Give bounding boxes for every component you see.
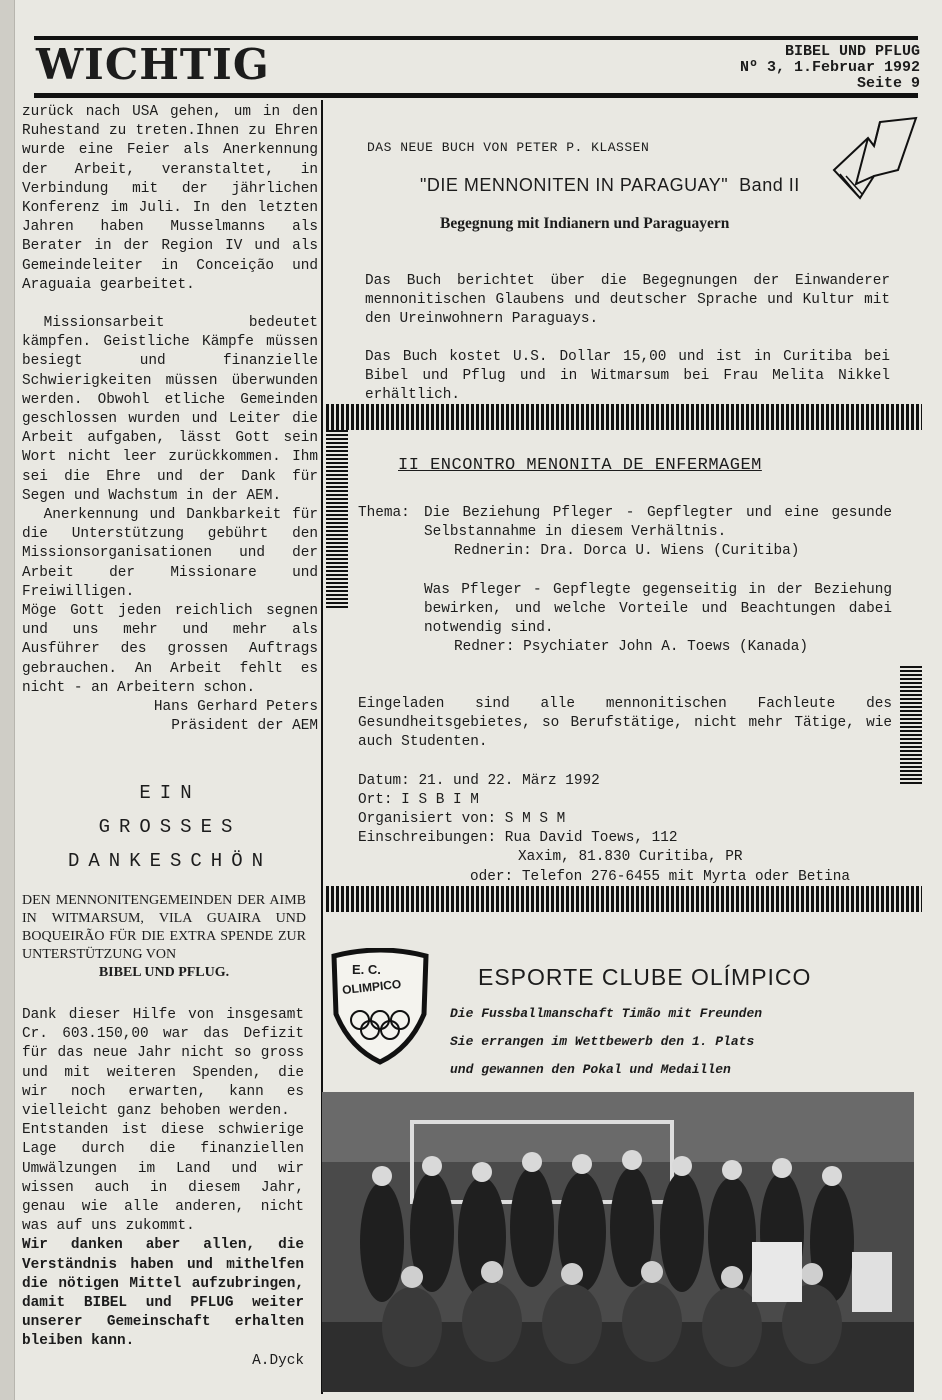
caption-line-2: Sie errangen im Wettbewerb den 1. Plats: [450, 1034, 755, 1049]
tick-border-right: [900, 664, 922, 784]
speaker-2: Redner: Psychiater John A. Toews (Kanada): [454, 639, 809, 656]
caption-line-1: Die Fussballmanschaft Timão mit Freunden: [450, 1006, 763, 1021]
book-description: [365, 272, 890, 405]
masthead-bottom-rule: [34, 93, 918, 98]
issue-line: Nº 3, 1.Februar 1992: [739, 59, 920, 76]
book-intro: DAS NEUE BUCH VON PETER P. KLASSEN: [367, 140, 650, 155]
thanks-line-3: DANKESCHÖN: [67, 850, 273, 872]
event-date: Datum: 21. und 22. März 1992: [358, 772, 600, 789]
article-paragraph: Anerkennung und Dankbarkeit für die Unterstützung gebührt den Missionsorganisationen und der Arbeit der Missionare und Freiwilligen.: [22, 507, 318, 600]
book-title-text: "DIE MENNONITEN IN PARAGUAY": [420, 175, 729, 195]
thema-1: Die Beziehung Pfleger - Gepflegter und eine gesunde Selbstannahme in diesem Verhältnis.: [424, 505, 892, 541]
book-paragraph: Das Buch kostet U.S. Dollar 15,00 und ist in Curitiba bei Bibel und Pflug und in Witmarsum bei Frau Melita Nikkel erhältlich.: [365, 349, 890, 403]
article-paragraph: Missionsarbeit bedeutet kämpfen. Geistliche Kämpfe müssen besiegt und finanzielle Schwierigkeiten müssen überwunden werden. Obwohl etliche Gemeinden geschlossen wurden und Leiter die Arbeit aufgaben, lässt Gott sein Wort nicht leer zurückkommen. Ihm sei die Ehre und der Dank für Segen und Wachstum in der AEM.: [22, 315, 318, 504]
badge-text-1: E. C.: [352, 962, 381, 977]
thanks-article: [22, 1006, 304, 1371]
author-role: Präsident der AEM: [171, 718, 318, 735]
caption-line-3: und gewannen den Pokal und Medaillen: [450, 1062, 731, 1077]
page-binding-edge: [0, 0, 15, 1400]
book-subtitle: Begegnung mit Indianern und Paraguayern: [440, 215, 730, 232]
dedication-text: DEN MENNONITENGEMEINDEN DER AIMB IN WITMARSUM, VILA GUAIRA UND BOQUEIRÃO FÜR DIE EXTRA SPENDE ZUR UNTERSTÜTZUNG VON: [22, 893, 306, 962]
thema-2: Was Pfleger - Gepflegte gegenseitig in der Beziehung bewirken, und welche Vorteile und Beachtungen dabei notwendig sind.: [424, 581, 892, 637]
article-paragraph: Möge Gott jeden reichlich segnen und uns mehr und mehr als Ausführer des grossen Auftrags gebrauchen. An Arbeit fehlt es nicht - an Arbeitern schon.: [22, 603, 318, 696]
left-column-article: [22, 103, 318, 737]
tick-border-top: [326, 404, 922, 430]
open-book-icon: [828, 112, 920, 204]
book-paragraph: Das Buch berichtet über die Begegnungen der Einwanderer mennonitischen Glaubens und deutscher Sprache und Kultur mit den Ureinwohnern Paraguays.: [365, 273, 890, 327]
thema-label: Thema:: [358, 505, 410, 521]
thanks-line-1: EIN: [139, 782, 201, 804]
team-photo: [322, 1092, 914, 1392]
thanks-paragraph: Entstanden ist diese schwierige Lage durch die finanziellen Umwälzungen im Land und wir wissen auch in diesem Jahr, genau wie alle anderen, nicht was auf uns zukommt.: [22, 1122, 304, 1235]
publication-name: BIBEL UND PFLUG: [784, 43, 920, 60]
registration-city: Xaxim, 81.830 Curitiba, PR: [518, 849, 743, 866]
registration-address: Einschreibungen: Rua David Toews, 112: [358, 830, 678, 847]
issue-info: [740, 44, 920, 92]
tick-border-left: [326, 430, 348, 608]
page-title: WICHTIG: [36, 40, 270, 89]
encontro-title: II ENCONTRO MENONITA DE ENFERMAGEM: [398, 456, 762, 475]
thanks-paragraph: Dank dieser Hilfe von insgesamt Cr. 603.150,00 war das Defizit für das neue Jahr nicht so gross und mit weiteren Spenden, die wir noch erwarten, kann es vielleicht ganz behoben werden.: [22, 1007, 304, 1120]
encontro-topics: [358, 504, 892, 657]
dedication-end: BIBEL UND PFLUG.: [98, 965, 230, 980]
author-name: Hans Gerhard Peters: [153, 699, 318, 716]
badge-text-2: OLIMPICO: [341, 976, 402, 998]
encontro-details: [358, 695, 892, 887]
thanks-heading: [22, 780, 318, 872]
club-caption: [450, 1000, 902, 1084]
article-paragraph: zurück nach USA gehen, um in den Ruhestand zu treten.Ihnen zu Ehren wurde eine Feier als Anerkennung der Arbeit, veranstaltet, in Verbindung mit der jährlichen Konferenz im Juli. In den letzten Jahren haben Musselmanns als Berater in der Region IV und als Gemeindeleiter in Conceição und Araguaia gearbeitet.: [22, 104, 318, 293]
thanks-line-2: GROSSES: [98, 816, 242, 838]
book-title: [420, 175, 800, 196]
invitation-text: Eingeladen sind alle mennonitischen Fachleute des Gesundheitsgebietes, so Berufstätige, nicht mehr Tätige, wie auch Studenten.: [358, 696, 892, 751]
event-place: Ort: I S B I M: [358, 791, 479, 808]
club-title: ESPORTE CLUBE OLÍMPICO: [478, 964, 812, 990]
thanks-paragraph: Wir danken aber allen, die Verständnis haben und mithelfen die nötigen Mittel aufzubringen, damit BIBEL und PFLUG weiter unserer Gemeinschaft erhalten bleiben kann.: [22, 1237, 304, 1350]
tick-border-bottom: [326, 886, 922, 912]
book-band: Band II: [739, 175, 800, 195]
speaker-1: Rednerin: Dra. Dorca U. Wiens (Curitiba): [454, 543, 800, 560]
page-number: Seite 9: [856, 75, 920, 92]
registration-phone: oder: Telefon 276-6455 mit Myrta oder Betina: [470, 868, 850, 885]
thanks-signature: A.Dyck: [252, 1352, 304, 1369]
aimb-dedication: [22, 892, 306, 982]
event-organizer: Organisiert von: S M S M: [358, 811, 566, 828]
